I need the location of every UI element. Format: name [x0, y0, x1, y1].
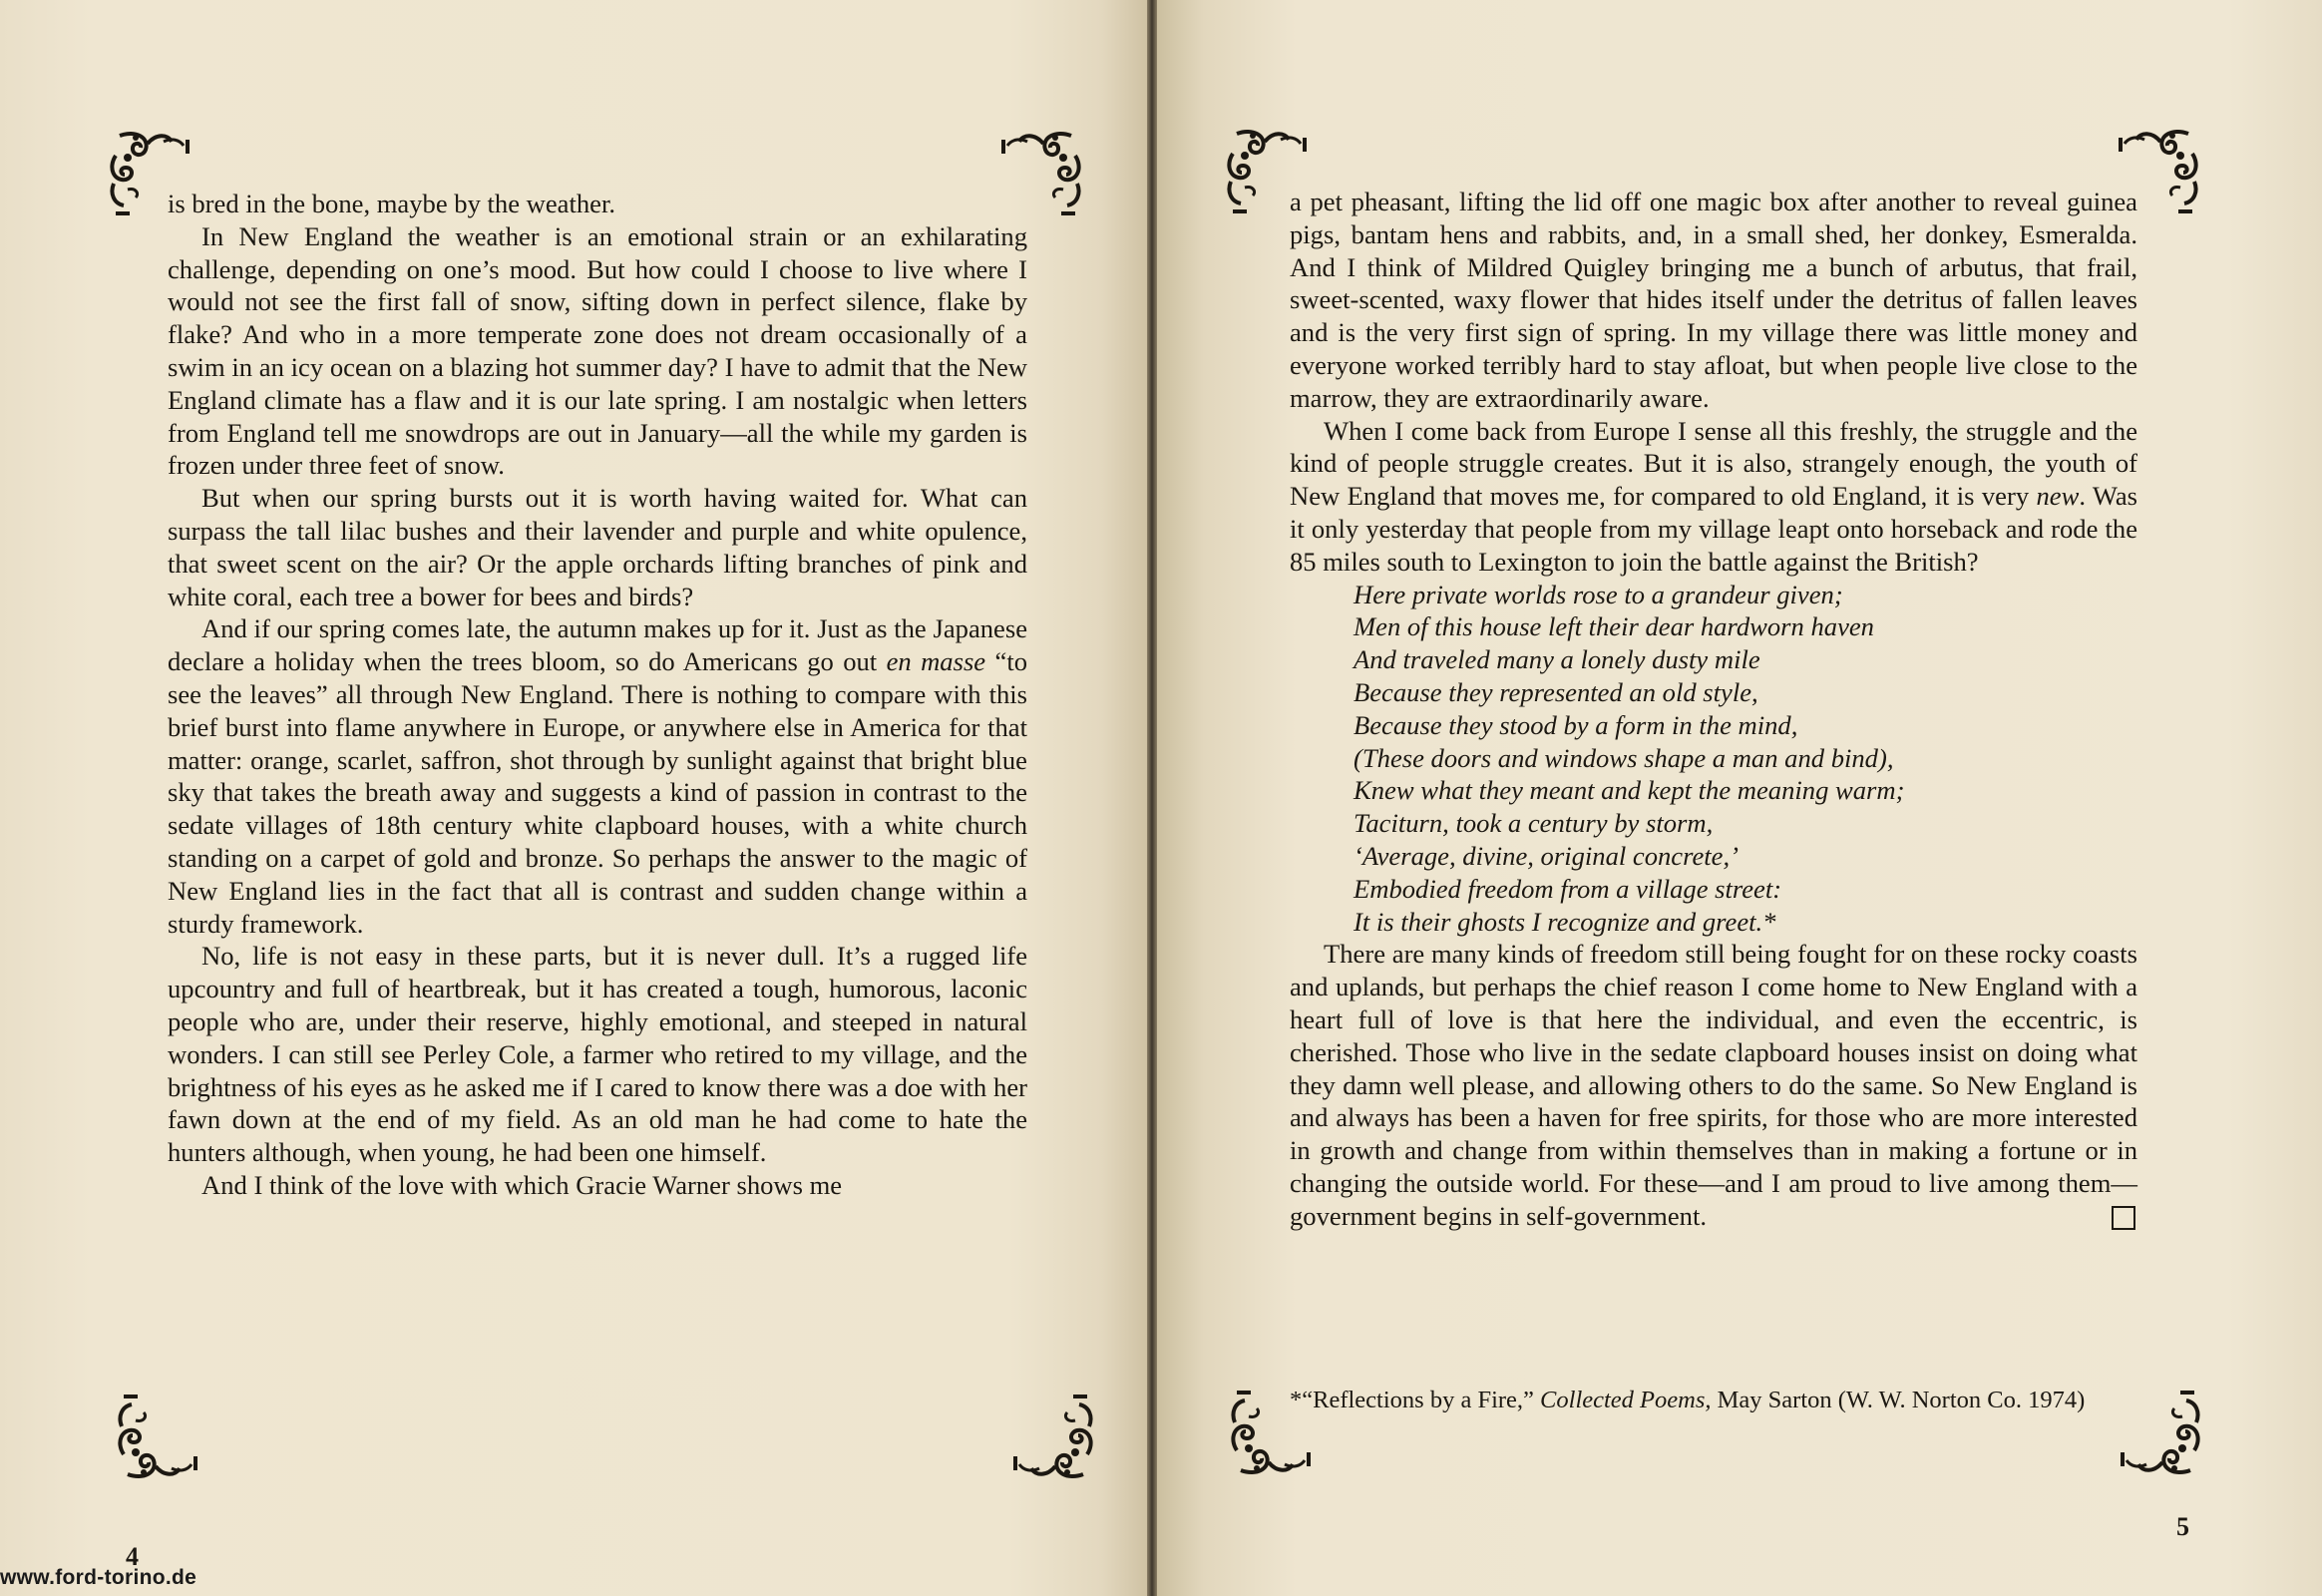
poem-line: Because they stood by a form in the mind, [1354, 709, 1798, 740]
scroll-corner-ornament-icon [1227, 1369, 1337, 1478]
text-run: When I come back from Europe I sense all this freshly, the struggle and the kind of people struggle creates. But it is also, strangely enough, the youth of New England that moves me, for compared to old England, it is very [1290, 415, 2137, 512]
poem-line: Knew what they meant and kept the meaning warm; [1354, 775, 1905, 806]
ornament-svg [975, 128, 1085, 237]
text-run: “to see the leaves” all through New England. There is nothing to compare with this brief burst into flame anywhere in Europe, or anywhere else in America for that matter: orange, scarlet, saffron, shot through by sunlight against that bright blue sky that takes the breath away and suggests a kind of passion in contrast to the sedate villages of 18th century white clapboard houses, with a white church standing on a carpet of gold and bronze. So perhaps the answer to the magic of New England lies in the fact that all is contrast and sudden change within a sturdy framework. [168, 646, 1027, 939]
paragraph: In New England the weather is an emotional strain or an exhilarating challenge, depending on one’s mood. But how could I choose to live where I would not see the first fall of snow, sifting down in perfect silence, flake by flake? And who in a more temperate zone does not dream occasionally of a swim in an icy ocean on a blazing hot summer day? I have to admit that the New England climate has a flaw and it is our late spring. I am nostalgic when letters from England tell me snowdrops are out in January—all the while my garden is frozen under three feet of snow. [168, 220, 1027, 481]
footnote-title: Collected Poems, [1540, 1387, 1712, 1413]
italic-phrase: en masse [886, 646, 986, 677]
page-number-left: 4 [126, 1542, 139, 1571]
footnote [1290, 1387, 2137, 1414]
text-run: There are many kinds of freedom still being fought for on these rocky coasts and uplands, but perhaps the chief reason I come home to New England with a heart full of love is that here the individual, and even the eccentric, is cherished. Those who live in the sedate clapboard houses insist on doing what they damn well please, and allowing others to do the same. So New England is and always has been a haven for free spirits, for those who are more interested in growth and change from within themselves than in making a fortune or in changing the outside world. For these—and I am proud to live among them—government begins in self-government. [1290, 939, 2137, 1231]
poem-line: Men of this house left their dear hardworn haven [1354, 611, 1874, 642]
italic-word: new [2036, 481, 2080, 512]
scroll-corner-ornament-icon [1223, 126, 1333, 235]
ornament-svg [2093, 126, 2202, 235]
ornament-svg [1227, 1369, 1337, 1478]
poem-line: (These doors and windows shape a man and bind), [1354, 742, 1894, 773]
ornament-svg [987, 1373, 1097, 1482]
scroll-corner-ornament-icon [2093, 126, 2202, 235]
ornament-svg [1223, 126, 1333, 235]
poem-line: It is their ghosts I recognize and greet.* [1354, 906, 1776, 937]
ornament-svg [106, 128, 215, 237]
ornament-svg [2095, 1369, 2204, 1478]
paragraph [1290, 415, 2137, 579]
poem-line: And traveled many a lonely dusty mile [1354, 644, 1760, 675]
footnote-lead: *“Reflections by a Fire,” [1290, 1387, 1541, 1413]
end-mark-square-icon [2112, 1206, 2135, 1230]
paragraph [1290, 938, 2137, 1232]
poem-line: ‘Average, divine, original concrete,’ [1354, 840, 1739, 871]
poem-line: Because they represented an old style, [1354, 676, 1758, 707]
paragraph: a pet pheasant, lifting the lid off one magic box after another to reveal guinea pigs, bantam hens and rabbits, and, in a small shed, her donkey, Esmeralda. And I think of Mildred Quigley bringing me a bunch of arbutus, that frail, sweet-scented, waxy flower that hides itself under the detritus of fallen leaves and is the very first sign of spring. In my village there was little money and everyone worked terribly hard to stay afloat, but when people live close to the marrow, they are extraordinarily aware. [1290, 187, 2137, 413]
paragraph: is bred in the bone, maybe by the weather. [168, 189, 616, 218]
scroll-corner-ornament-icon [975, 128, 1085, 237]
poem-line: Here private worlds rose to a grandeur given; [1354, 579, 1843, 609]
text-run: And if our spring comes late, the autumn makes up for it. Just as the Japanese declare a holiday when the trees bloom, so do Americans go out [168, 613, 1027, 677]
scroll-corner-ornament-icon [2095, 1369, 2204, 1478]
scroll-corner-ornament-icon [987, 1373, 1097, 1482]
left-page-text [168, 188, 1027, 1202]
scroll-corner-ornament-icon [114, 1373, 223, 1482]
poem-line: Taciturn, took a century by storm, [1354, 808, 1714, 839]
book-spine [1147, 0, 1157, 1596]
ornament-svg [114, 1373, 223, 1482]
scroll-corner-ornament-icon [106, 128, 215, 237]
right-page-text [1290, 186, 2137, 1233]
poem-quote [1290, 579, 2137, 939]
text-run: . Was it only yesterday that people from my village leapt onto horseback and rode the 85 miles south to Lexington to join the battle against the British? [1290, 481, 2137, 577]
paragraph: And I think of the love with which Gracie Warner shows me [201, 1169, 843, 1200]
footnote-rest: May Sarton (W. W. Norton Co. 1974) [1711, 1387, 2086, 1413]
page-number-right: 5 [2176, 1512, 2189, 1541]
paragraph: No, life is not easy in these parts, but it is never dull. It’s a rugged life upcountry and full of heartbreak, but it has created a tough, humorous, laconic people who are, under their reserve, highly emotional, and steeped in natural wonders. I can still see Perley Cole, a farmer who retired to my village, and the brightness of his eyes as he asked me if I cared to know there was a doe with her fawn down at the end of my field. As an old man he had come to hate the hunters although, when young, he had been one himself. [168, 941, 1027, 1168]
watermark: www.ford-torino.de [0, 1566, 197, 1589]
paragraph: But when our spring bursts out it is worth having waited for. What can surpass the tall lilac bushes and their lavender and purple and white opulence, that sweet scent on the air? Or the apple orchards lifting branches of pink and white coral, each tree a bower for bees and birds? [168, 483, 1027, 611]
poem-line: Embodied freedom from a village street: [1354, 873, 1782, 904]
paragraph [168, 612, 1027, 940]
